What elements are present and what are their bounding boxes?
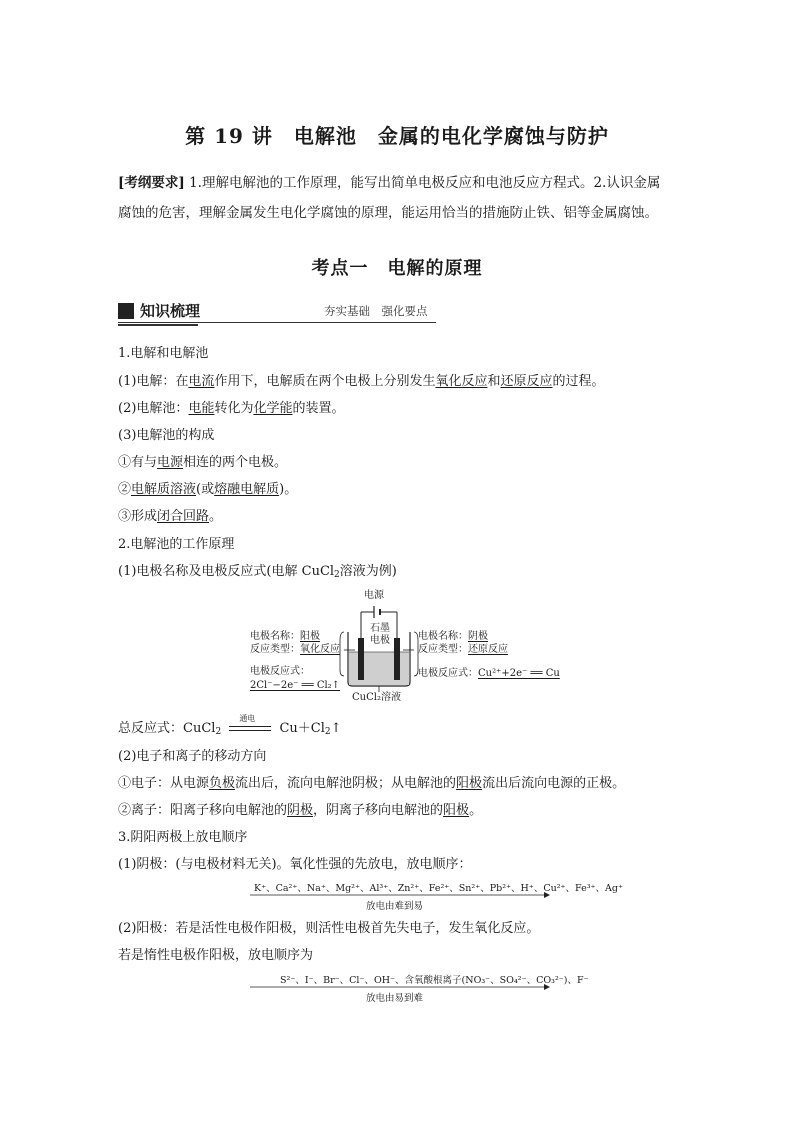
electrolysis-arrow: 通电: [229, 726, 271, 731]
s2-heading: 2.电解池的工作原理: [118, 537, 235, 552]
s3-line2: (2)阳极：若是活性电极作阳极，则活性电极首先失电子，发生氧化反应。: [118, 921, 540, 936]
left-equation-label: 电极反应式：: [250, 666, 310, 677]
divider: [118, 322, 436, 323]
right-reaction-type: 反应类型：还原反应: [418, 644, 508, 655]
divider-accent: [118, 324, 198, 326]
graphite-label-1: 石墨: [370, 623, 390, 634]
s1-line2: (2)电解池：电能转化为化学能的装置。: [118, 401, 345, 416]
power-source-label: 电源: [364, 590, 384, 601]
left-equation: 2Cl⁻−2e⁻ ══ Cl₂↑: [250, 680, 341, 691]
square-icon: [118, 303, 134, 319]
s2-line3: ①电子：从电源负极流出后，流向电解池阴极；从电解池的阳极流出后流向电源的正极。: [118, 776, 626, 791]
anode-sequence: S²⁻、I⁻、Br⁻、Cl⁻、OH⁻、含氧酸根离子(NO₃⁻、SO₄²⁻、CO₃²⁻)、F⁻: [280, 975, 589, 986]
knowledge-bar: [118, 300, 436, 324]
s3-line3: 若是惰性电极作阳极，放电顺序为: [118, 948, 314, 963]
knowledge-bar-subtitle: 夯实基础 强化要点: [324, 304, 428, 318]
anode-note: 放电由易到难: [366, 993, 424, 1004]
right-electrode-name: 电极名称：阴极: [418, 631, 488, 642]
left-reaction-type: 反应类型：氧化反应: [250, 644, 340, 655]
requirements-line1: 1.理解电解池的工作原理，能写出简单电极反应和电池反应方程式。2.认识金属: [189, 175, 661, 191]
s1-line4: ①有与电源相连的两个电极。: [118, 455, 288, 470]
section-title: 考点一 电解的原理: [311, 258, 483, 279]
s2-line2: (2)电子和离子的移动方向: [118, 749, 267, 764]
right-equation: 电极反应式：Cu²⁺+2e⁻ ══ Cu: [418, 668, 560, 679]
s3-heading: 3.阴阳两极上放电顺序: [118, 830, 248, 845]
requirements-line2: 腐蚀的危害，理解金属发生电化学腐蚀的原理，能运用恰当的措施防止铁、铝等金属腐蚀。: [118, 205, 658, 221]
page-title: 第 19 讲 电解池 金属的电化学腐蚀与防护: [185, 124, 609, 148]
s1-heading: 1.电解和电解池: [118, 346, 209, 361]
left-electrode-name: 电极名称：阳极: [250, 631, 320, 642]
s2-line4: ②离子：阳离子移向电解池的阴极，阴离子移向电解池的阳极。: [118, 803, 483, 818]
total-reaction: 总反应式：CuCl$_2$ 通电 $Cu+Cl_2↑$: [118, 714, 342, 737]
electrolysis-diagram: [240, 590, 560, 705]
requirements-tag: [考纲要求]: [118, 175, 185, 191]
solution-label: CuCl₂溶液: [352, 692, 401, 703]
exam-requirements: [118, 168, 688, 228]
s2-line1: (1)电极名称及电极反应式(电解 CuCl$_2$溶液为例): [118, 564, 397, 580]
knowledge-bar-title: 知识梳理: [140, 302, 201, 320]
s1-line3: (3)电解池的构成: [118, 428, 215, 443]
s1-line5: ②电解质溶液(或熔融电解质)。: [118, 482, 298, 497]
cathode-order: [250, 880, 623, 912]
s1-line6: ③形成闭合回路。: [118, 509, 223, 524]
s3-line1: (1)阴极：(与电极材料无关)。氧化性强的先放电，放电顺序：: [118, 857, 472, 872]
cathode-sequence: K⁺、Ca²⁺、Na⁺、Mg²⁺、Al³⁺、Zn²⁺、Fe²⁺、Sn²⁺、Pb²⁺、H⁺、Cu²⁺、Fe³⁺、Ag⁺: [254, 883, 623, 894]
graphite-label-2: 电极: [370, 635, 390, 646]
cathode-note: 放电由难到易: [366, 901, 424, 912]
s1-line1: (1)电解：在电流作用下，电解质在两个电极上分别发生氧化反应和还原反应的过程。: [118, 374, 605, 389]
anode-order: [250, 972, 589, 1004]
